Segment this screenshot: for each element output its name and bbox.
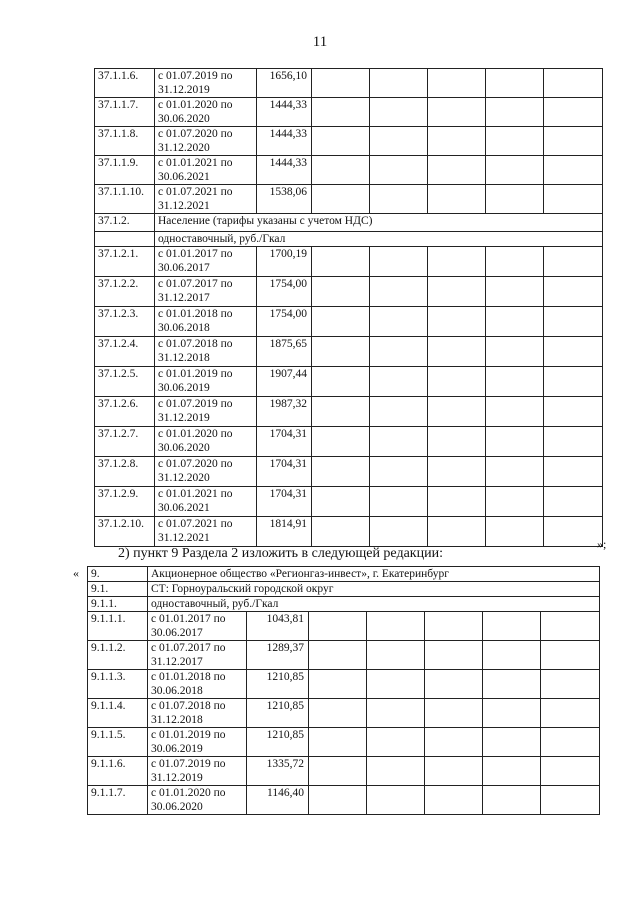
empty-cell	[483, 670, 541, 699]
empty-cell	[367, 699, 425, 728]
empty-cell	[312, 367, 370, 397]
row-period: с 01.07.2017 по 31.12.2017	[148, 641, 247, 670]
empty-cell	[541, 786, 600, 815]
row-value: 1210,85	[247, 670, 309, 699]
row-heading: Население (тарифы указаны с учетом НДС)	[155, 214, 603, 232]
table-row	[95, 397, 603, 427]
row-code: 37.1.2.6.	[95, 397, 155, 427]
empty-cell	[312, 277, 370, 307]
empty-cell	[312, 156, 370, 185]
row-period: с 01.07.2021 по 31.12.2021	[155, 517, 257, 547]
empty-cell	[312, 487, 370, 517]
table-row	[95, 232, 603, 247]
empty-cell	[428, 69, 486, 98]
empty-cell	[428, 98, 486, 127]
table-row	[95, 427, 603, 457]
empty-cell	[544, 457, 603, 487]
empty-cell	[425, 641, 483, 670]
empty-cell	[486, 307, 544, 337]
row-value: 1704,31	[257, 457, 312, 487]
table-row	[88, 670, 600, 699]
empty-cell	[544, 185, 603, 214]
empty-cell	[544, 98, 603, 127]
empty-cell	[428, 397, 486, 427]
row-value: 1814,91	[257, 517, 312, 547]
empty-cell	[370, 307, 428, 337]
empty-cell	[428, 367, 486, 397]
table-row	[88, 641, 600, 670]
empty-cell	[486, 457, 544, 487]
table-row	[88, 567, 600, 582]
row-period: с 01.01.2021 по 30.06.2021	[155, 487, 257, 517]
row-code: 37.1.2.8.	[95, 457, 155, 487]
empty-cell	[425, 670, 483, 699]
row-period: с 01.07.2018 по 31.12.2018	[148, 699, 247, 728]
row-code: 37.1.1.7.	[95, 98, 155, 127]
empty-cell	[486, 277, 544, 307]
row-code: 9.1.1.3.	[88, 670, 148, 699]
row-period: с 01.07.2020 по 31.12.2020	[155, 127, 257, 156]
tariff-table-9	[87, 566, 600, 815]
empty-cell	[370, 367, 428, 397]
row-code: 37.1.2.9.	[95, 487, 155, 517]
table-row	[95, 337, 603, 367]
row-period: с 01.01.2018 по 30.06.2018	[155, 307, 257, 337]
empty-cell	[486, 427, 544, 457]
empty-cell	[312, 427, 370, 457]
row-period: с 01.01.2017 по 30.06.2017	[148, 612, 247, 641]
opening-quote: «	[73, 566, 79, 580]
row-period: с 01.01.2020 по 30.06.2020	[155, 98, 257, 127]
row-value: 1444,33	[257, 127, 312, 156]
empty-cell	[370, 185, 428, 214]
row-code: 9.1.1.2.	[88, 641, 148, 670]
row-code: 9.1.1.	[88, 597, 148, 612]
table-row	[95, 277, 603, 307]
row-period: с 01.07.2017 по 31.12.2017	[155, 277, 257, 307]
row-value: 1538,06	[257, 185, 312, 214]
row-value: 1146,40	[247, 786, 309, 815]
empty-cell	[486, 156, 544, 185]
empty-cell	[370, 277, 428, 307]
row-period: с 01.01.2017 по 30.06.2017	[155, 247, 257, 277]
row-period: с 01.07.2019 по 31.12.2019	[148, 757, 247, 786]
empty-cell	[428, 487, 486, 517]
empty-cell	[544, 487, 603, 517]
empty-cell	[544, 69, 603, 98]
empty-cell	[428, 127, 486, 156]
empty-cell	[367, 728, 425, 757]
empty-cell	[486, 517, 544, 547]
row-code: 37.1.2.	[95, 214, 155, 232]
table-row	[88, 597, 600, 612]
row-code: 37.1.1.10.	[95, 185, 155, 214]
row-heading: Акционерное общество «Регионгаз-инвест», г. Екатеринбург	[148, 567, 600, 582]
row-heading: СТ: Горноуральский городской округ	[148, 582, 600, 597]
empty-cell	[486, 98, 544, 127]
table-row	[95, 487, 603, 517]
empty-cell	[425, 728, 483, 757]
empty-cell	[309, 670, 367, 699]
empty-cell	[370, 517, 428, 547]
empty-cell	[483, 728, 541, 757]
row-period: с 01.07.2021 по 31.12.2021	[155, 185, 257, 214]
row-value: 1289,37	[247, 641, 309, 670]
page-number: 11	[312, 34, 328, 50]
table-row	[95, 214, 603, 232]
row-code: 37.1.1.6.	[95, 69, 155, 98]
table-row	[95, 307, 603, 337]
row-code: 9.1.1.7.	[88, 786, 148, 815]
row-period: с 01.07.2019 по 31.12.2019	[155, 69, 257, 98]
empty-cell	[309, 728, 367, 757]
empty-cell	[370, 127, 428, 156]
row-value: 1210,85	[247, 699, 309, 728]
row-value: 1210,85	[247, 728, 309, 757]
empty-cell	[428, 457, 486, 487]
empty-cell	[544, 307, 603, 337]
empty-cell	[370, 457, 428, 487]
row-value: 1754,00	[257, 307, 312, 337]
row-code: 37.1.2.1.	[95, 247, 155, 277]
empty-cell	[544, 427, 603, 457]
empty-cell	[312, 98, 370, 127]
empty-cell	[309, 757, 367, 786]
empty-cell	[370, 247, 428, 277]
empty-cell	[312, 127, 370, 156]
empty-cell	[370, 69, 428, 98]
empty-cell	[370, 337, 428, 367]
empty-cell	[309, 699, 367, 728]
empty-cell	[370, 427, 428, 457]
table-row	[95, 247, 603, 277]
empty-cell	[367, 641, 425, 670]
empty-cell	[309, 641, 367, 670]
row-period: с 01.07.2020 по 31.12.2020	[155, 457, 257, 487]
empty-cell	[544, 367, 603, 397]
tariff-table-37	[94, 68, 603, 547]
row-value: 1704,31	[257, 487, 312, 517]
empty-cell	[370, 397, 428, 427]
empty-cell	[425, 757, 483, 786]
row-code: 9.	[88, 567, 148, 582]
empty-cell	[367, 757, 425, 786]
empty-cell	[428, 427, 486, 457]
empty-cell	[370, 156, 428, 185]
table-row	[88, 786, 600, 815]
row-value: 1754,00	[257, 277, 312, 307]
row-code: 9.1.	[88, 582, 148, 597]
row-heading: одноставочный, руб./Гкал	[155, 232, 603, 247]
empty-cell	[541, 699, 600, 728]
row-period: с 01.01.2019 по 30.06.2019	[155, 367, 257, 397]
empty-cell	[483, 786, 541, 815]
empty-cell	[486, 185, 544, 214]
row-code	[95, 232, 155, 247]
empty-cell	[486, 487, 544, 517]
empty-cell	[486, 397, 544, 427]
empty-cell	[544, 517, 603, 547]
empty-cell	[486, 337, 544, 367]
table-row	[88, 612, 600, 641]
table-row	[88, 757, 600, 786]
empty-cell	[428, 307, 486, 337]
row-value: 1700,19	[257, 247, 312, 277]
row-code: 9.1.1.6.	[88, 757, 148, 786]
empty-cell	[312, 337, 370, 367]
empty-cell	[312, 397, 370, 427]
row-period: с 01.01.2018 по 30.06.2018	[148, 670, 247, 699]
empty-cell	[370, 487, 428, 517]
empty-cell	[312, 517, 370, 547]
empty-cell	[486, 127, 544, 156]
section-text: 2) пункт 9 Раздела 2 изложить в следующей редакции:	[118, 546, 443, 561]
row-code: 37.1.2.4.	[95, 337, 155, 367]
row-value: 1875,65	[257, 337, 312, 367]
table-row	[95, 185, 603, 214]
table-row	[95, 367, 603, 397]
empty-cell	[541, 612, 600, 641]
row-code: 37.1.2.3.	[95, 307, 155, 337]
empty-cell	[428, 337, 486, 367]
row-value: 1656,10	[257, 69, 312, 98]
empty-cell	[312, 185, 370, 214]
empty-cell	[309, 612, 367, 641]
row-period: с 01.07.2018 по 31.12.2018	[155, 337, 257, 367]
empty-cell	[486, 69, 544, 98]
empty-cell	[541, 641, 600, 670]
empty-cell	[425, 699, 483, 728]
row-value: 1444,33	[257, 98, 312, 127]
empty-cell	[483, 757, 541, 786]
empty-cell	[544, 247, 603, 277]
table-row	[95, 517, 603, 547]
empty-cell	[309, 786, 367, 815]
row-code: 9.1.1.4.	[88, 699, 148, 728]
empty-cell	[312, 247, 370, 277]
empty-cell	[544, 156, 603, 185]
empty-cell	[541, 757, 600, 786]
row-value: 1907,44	[257, 367, 312, 397]
empty-cell	[367, 670, 425, 699]
row-code: 9.1.1.5.	[88, 728, 148, 757]
empty-cell	[486, 367, 544, 397]
empty-cell	[367, 786, 425, 815]
empty-cell	[544, 397, 603, 427]
row-code: 9.1.1.1.	[88, 612, 148, 641]
table-row	[95, 98, 603, 127]
empty-cell	[425, 612, 483, 641]
empty-cell	[425, 786, 483, 815]
empty-cell	[428, 247, 486, 277]
table-row	[95, 69, 603, 98]
table-row	[95, 457, 603, 487]
row-code: 37.1.2.2.	[95, 277, 155, 307]
table-row	[88, 699, 600, 728]
empty-cell	[370, 98, 428, 127]
row-value: 1704,31	[257, 427, 312, 457]
row-code: 37.1.1.9.	[95, 156, 155, 185]
empty-cell	[428, 156, 486, 185]
empty-cell	[312, 307, 370, 337]
row-code: 37.1.2.10.	[95, 517, 155, 547]
empty-cell	[312, 457, 370, 487]
table-row	[88, 728, 600, 757]
empty-cell	[541, 728, 600, 757]
empty-cell	[428, 185, 486, 214]
row-period: с 01.01.2019 по 30.06.2019	[148, 728, 247, 757]
row-code: 37.1.2.7.	[95, 427, 155, 457]
row-heading: одноставочный, руб./Гкал	[148, 597, 600, 612]
table-row	[95, 156, 603, 185]
empty-cell	[483, 612, 541, 641]
row-period: с 01.01.2020 по 30.06.2020	[155, 427, 257, 457]
closing-quote: »;	[597, 537, 607, 551]
row-period: с 01.01.2021 по 30.06.2021	[155, 156, 257, 185]
table-row	[88, 582, 600, 597]
empty-cell	[486, 247, 544, 277]
row-code: 37.1.1.8.	[95, 127, 155, 156]
row-period: с 01.01.2020 по 30.06.2020	[148, 786, 247, 815]
empty-cell	[428, 517, 486, 547]
table-row	[95, 127, 603, 156]
empty-cell	[483, 699, 541, 728]
row-code: 37.1.2.5.	[95, 367, 155, 397]
row-value: 1987,32	[257, 397, 312, 427]
empty-cell	[544, 277, 603, 307]
row-period: с 01.07.2019 по 31.12.2019	[155, 397, 257, 427]
empty-cell	[541, 670, 600, 699]
empty-cell	[367, 612, 425, 641]
row-value: 1043,81	[247, 612, 309, 641]
empty-cell	[544, 337, 603, 367]
row-value: 1335,72	[247, 757, 309, 786]
row-value: 1444,33	[257, 156, 312, 185]
empty-cell	[483, 641, 541, 670]
empty-cell	[312, 69, 370, 98]
empty-cell	[544, 127, 603, 156]
empty-cell	[428, 277, 486, 307]
